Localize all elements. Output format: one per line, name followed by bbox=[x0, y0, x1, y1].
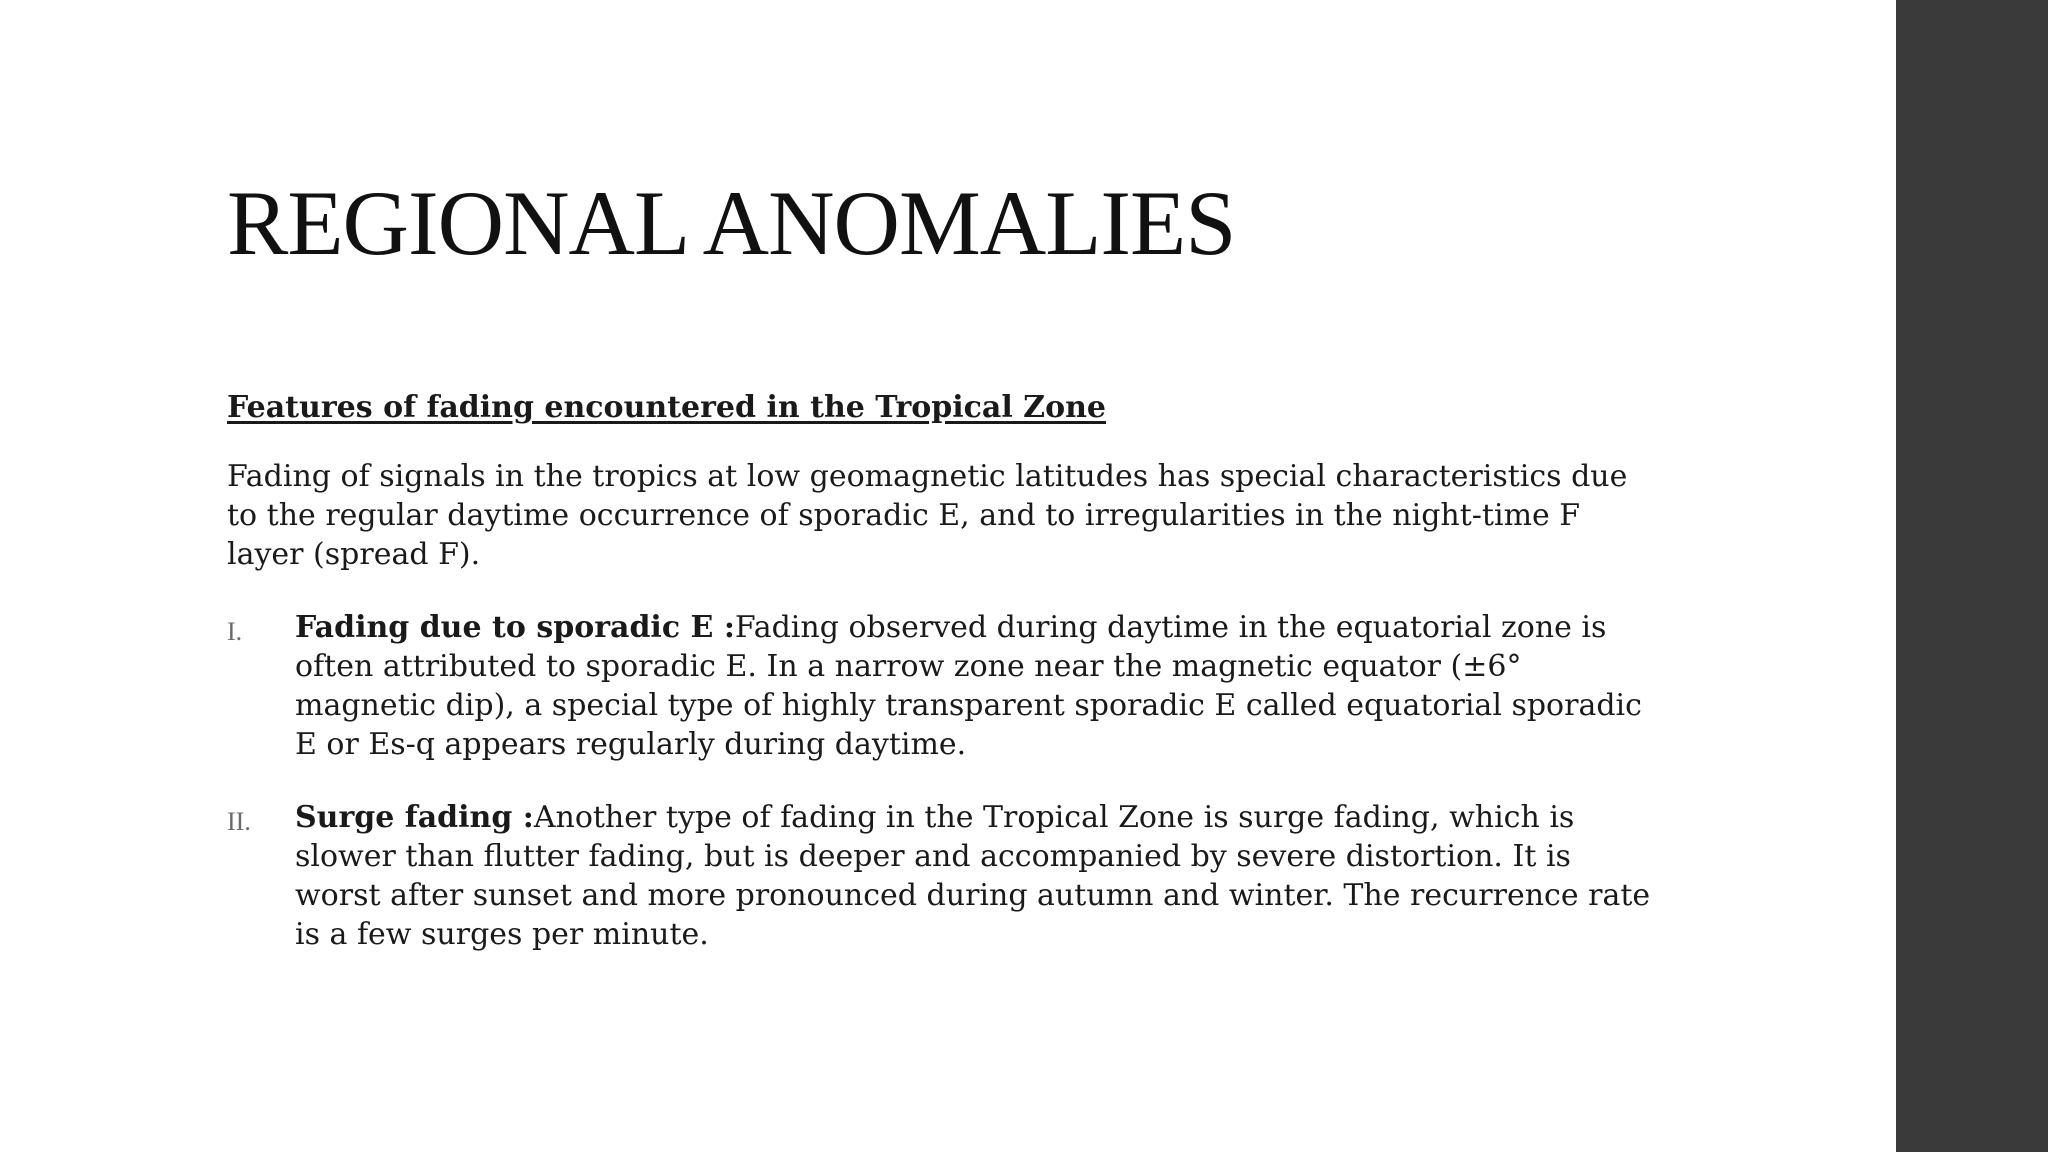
slide-body bbox=[227, 388, 1657, 988]
list-numeral: II. bbox=[227, 807, 251, 836]
section-subheading: Features of fading encountered in the Tropical Zone bbox=[227, 390, 1106, 425]
fading-types-list bbox=[227, 608, 1657, 954]
list-item bbox=[227, 798, 1657, 954]
list-numeral: I. bbox=[227, 617, 243, 646]
right-sidebar bbox=[1896, 0, 2048, 1152]
list-item-title: Fading due to sporadic E : bbox=[295, 610, 735, 645]
slide-title: REGIONAL ANOMALIES bbox=[227, 172, 1236, 274]
list-item-text: Another type of fading in the Tropical Zone is surge fading, which is slower than flutter fading, but is deeper and accompanied by severe distortion. It is worst after sunset and more pronounced during autumn and winter. The recurrence rate is a few surges per minute. bbox=[295, 800, 1651, 952]
list-item bbox=[227, 608, 1657, 764]
list-item-text: Fading observed during daytime in the equatorial zone is often attributed to sporadic E. In a narrow zone near the magnetic equator (±6° magnetic dip), a special type of highly transparent sporadic E called equatorial sporadic E or Es-q appears regularly during daytime. bbox=[295, 610, 1642, 762]
list-item-title: Surge fading : bbox=[295, 800, 534, 835]
intro-paragraph: Fading of signals in the tropics at low geomagnetic latitudes has special characteristics due to the regular daytime occurrence of sporadic E, and to irregularities in the night-time F layer (spread F). bbox=[227, 459, 1628, 572]
